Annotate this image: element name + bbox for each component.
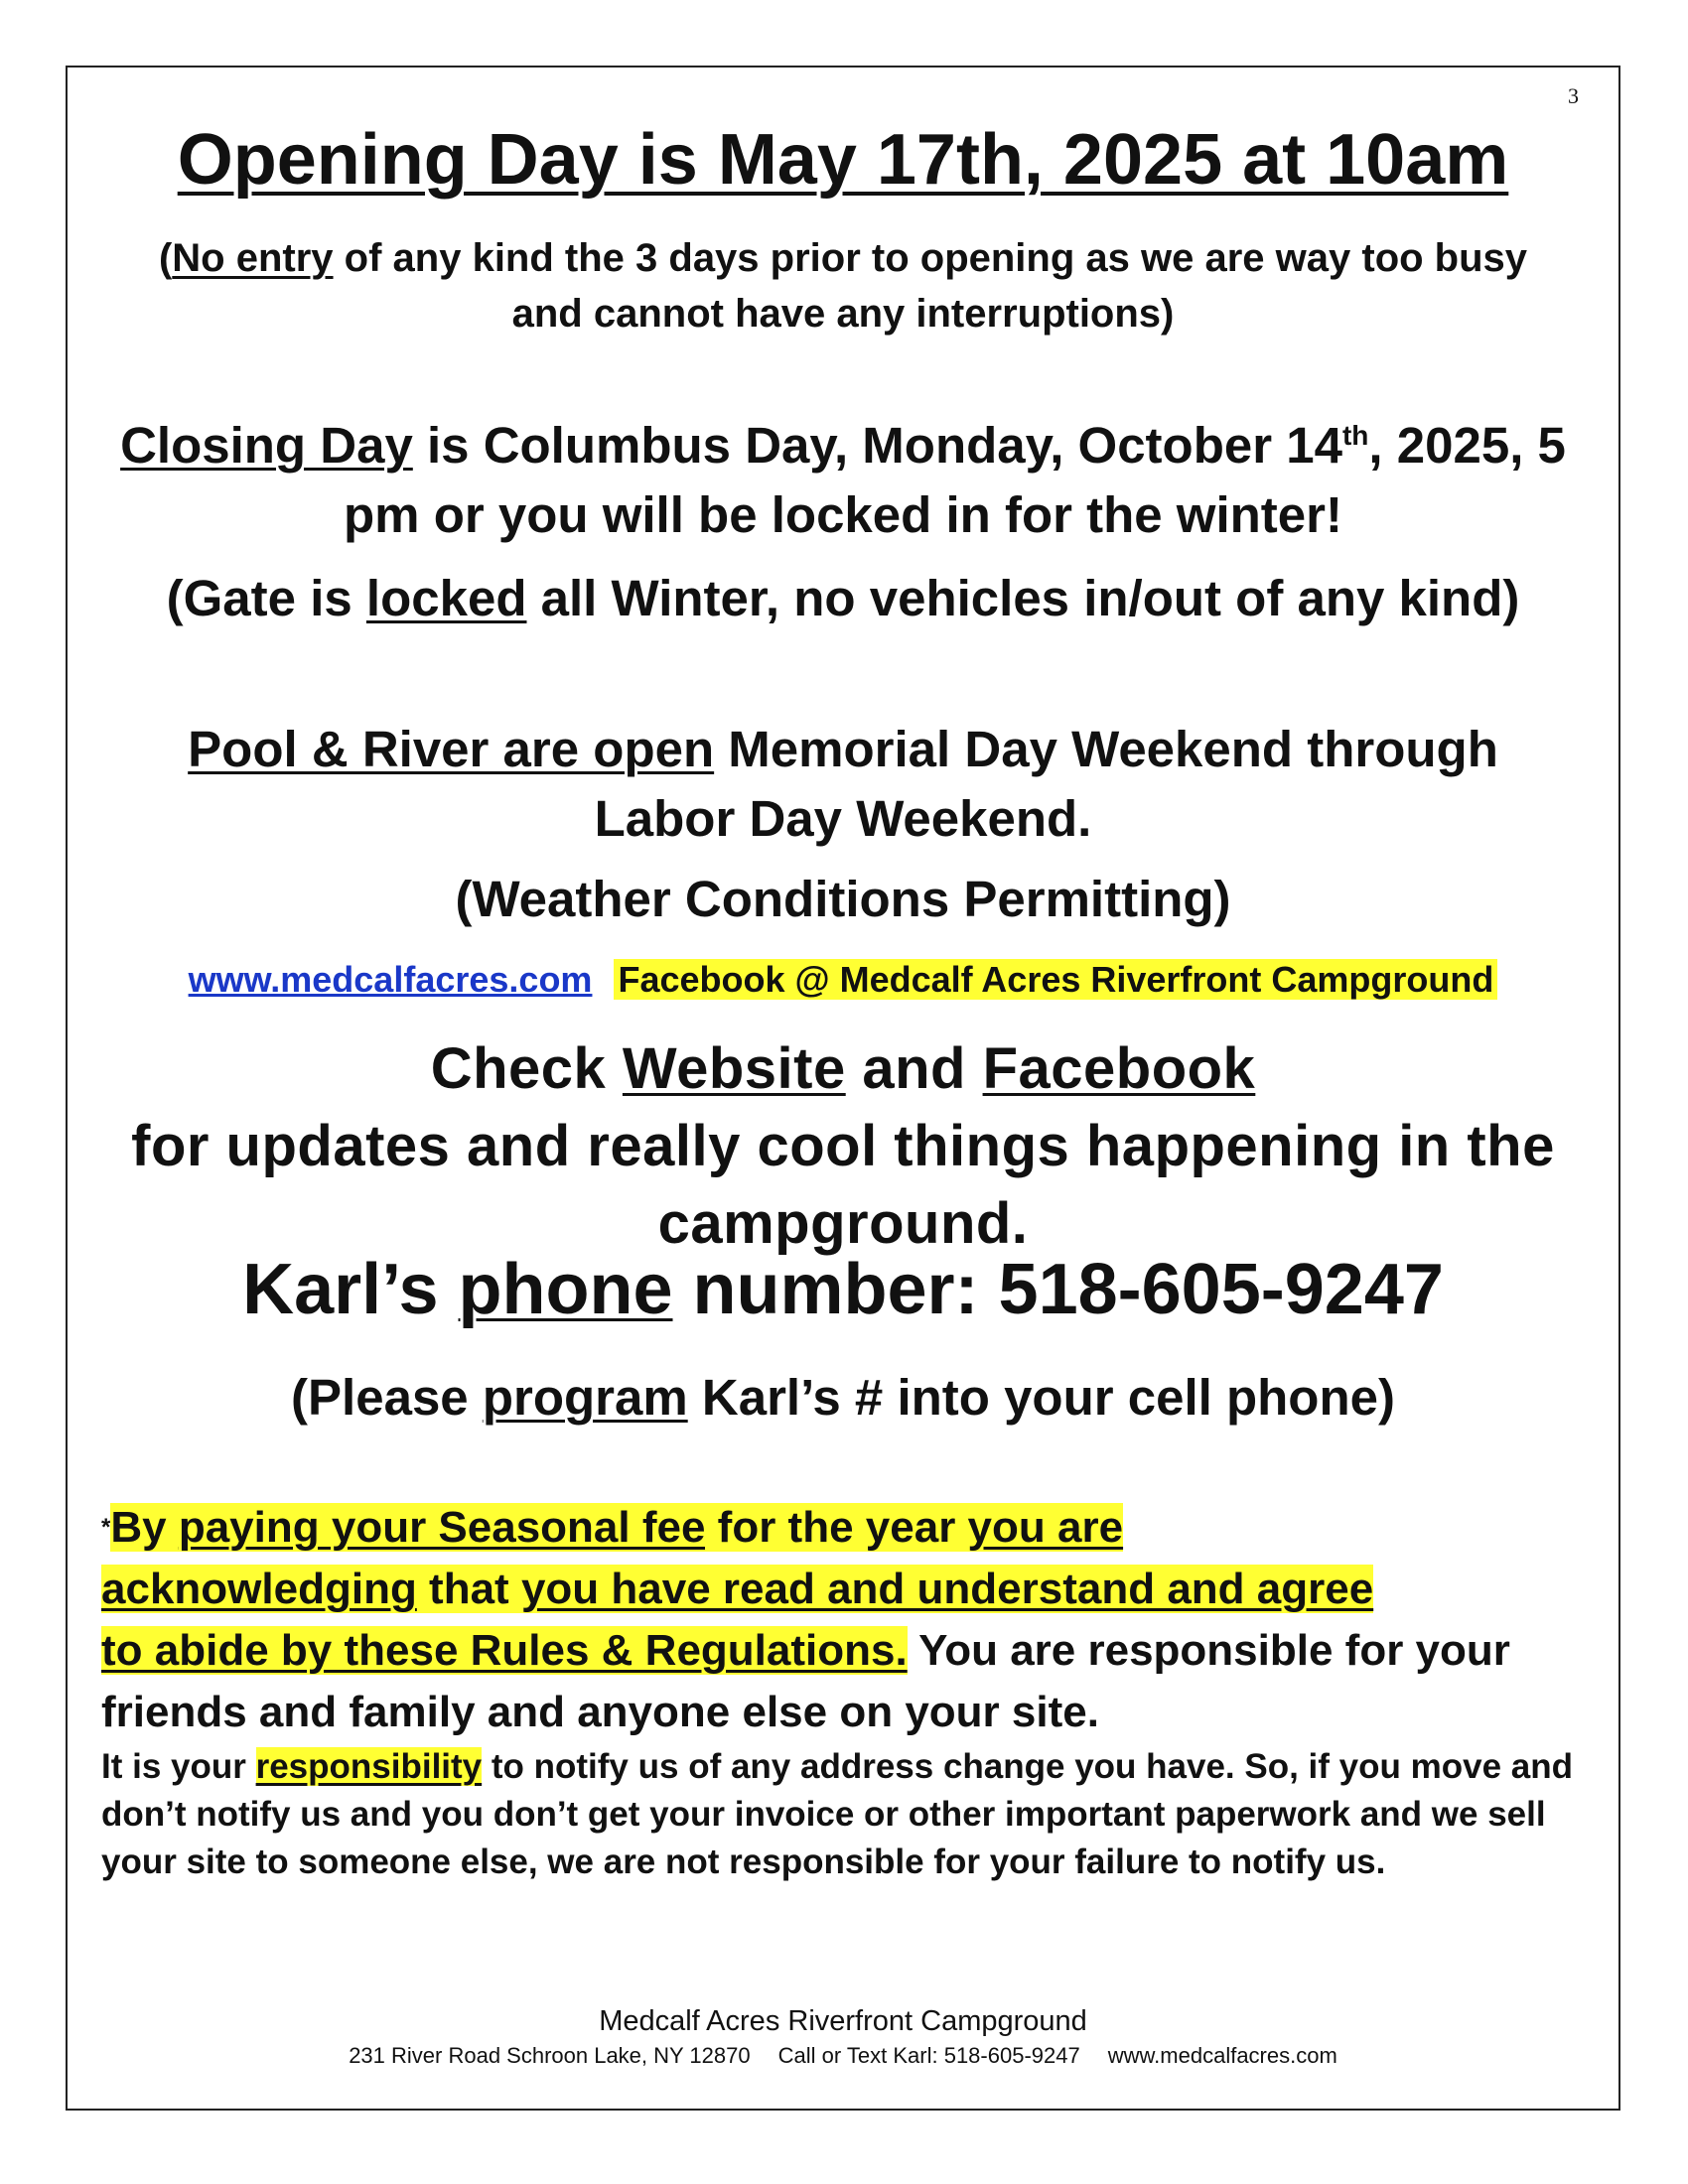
resp-after: to notify us of any address change you have. So, if you move and don’t notify us and you don’t get your invoice or other important paperwork and we sell your site to someone else, we are not responsible for your failure to notify us.: [101, 1747, 1573, 1881]
pool-text: Memorial Day Weekend through Labor Day Weekend.: [594, 721, 1498, 847]
website-link[interactable]: www.medcalfacres.com: [188, 959, 593, 1000]
gate-after: all Winter, no vehicles in/out of any kind): [526, 570, 1520, 626]
responsibility-paragraph: [101, 1743, 1591, 1886]
acknowledgement-paragraph: [101, 1497, 1591, 1743]
closing-day-text2: , 2025, 5 pm or you will be locked in for the winter!: [344, 417, 1566, 543]
footer-site: www.medcalfacres.com: [1107, 2043, 1337, 2068]
pool-river-notice: [68, 715, 1618, 854]
footer-call: Call or Text Karl: 518-605-9247: [777, 2043, 1080, 2068]
no-entry-emph: No entry: [172, 236, 334, 280]
gate-before: (Gate is: [166, 570, 366, 626]
page-number: 3: [1568, 83, 1579, 108]
agree-acknowledging: acknowledging: [101, 1565, 417, 1613]
agree-that: that: [416, 1565, 521, 1613]
check-updates: [68, 1030, 1618, 1263]
resp-highlight: responsibility: [255, 1747, 483, 1786]
agree-by: By: [110, 1503, 179, 1552]
agree-paying: paying your Seasonal fee: [178, 1503, 706, 1552]
program-after: Karl’s # into your cell phone): [687, 1369, 1395, 1426]
weather-note: (Weather Conditions Permitting): [455, 871, 1231, 927]
check-after: for updates and really cool things happening in the campground.: [131, 1114, 1555, 1256]
agree-for-year: for the year: [705, 1503, 968, 1552]
phone-before: Karl’s: [242, 1250, 459, 1329]
phone-number-line: [68, 1249, 1618, 1330]
program-note: [68, 1368, 1618, 1427]
facebook-label: Facebook @ Medcalf Acres Riverfront Campground: [614, 959, 1497, 1000]
footer-contact: [68, 2043, 1618, 2069]
asterisk: *: [101, 1514, 111, 1541]
resp-before: It is your: [101, 1747, 256, 1786]
footer-address: 231 River Road Schroon Lake, NY 12870: [349, 2043, 751, 2068]
phone-emph: phone: [458, 1250, 673, 1329]
agree-rest: You are responsible for your friends and family and anyone else on your site.: [101, 1626, 1510, 1736]
check-website: Website: [622, 1036, 846, 1101]
page-frame: [66, 66, 1620, 2111]
links-row: [68, 959, 1618, 1001]
program-before: (Please: [291, 1369, 483, 1426]
no-entry-note: (No entry of any kind the 3 days prior to opening as we are way too busy and cannot have any interruptions): [158, 236, 1528, 336]
phone-after: number: 518-605-9247: [672, 1250, 1444, 1329]
agree-abide: to abide by these Rules & Regulations.: [101, 1626, 908, 1675]
pool-emph: Pool & River are open: [188, 721, 715, 777]
check-and: and: [845, 1036, 983, 1101]
closing-day-sup: th: [1341, 420, 1369, 451]
agree-you-are: you are: [967, 1503, 1124, 1552]
no-entry-text: of any kind the 3 days prior to opening as we are way too busy and cannot have any interruptions): [333, 236, 1528, 336]
agree-read: you have read and understand and agree: [520, 1565, 1374, 1613]
opening-day-title: [68, 119, 1618, 201]
gate-emph: locked: [365, 570, 527, 626]
footer-name: Medcalf Acres Riverfront Campground: [599, 2005, 1087, 2037]
program-emph: program: [482, 1369, 688, 1426]
closing-day-emph: Closing Day: [120, 417, 413, 474]
title-text: Opening Day is May 17th, 2025 at 10am: [177, 120, 1509, 200]
gate-notice: [68, 569, 1618, 627]
closing-day-notice: [68, 411, 1618, 550]
closing-day-text1: is Columbus Day, Monday, October 14: [412, 417, 1342, 474]
check-before: Check: [430, 1036, 623, 1101]
check-facebook: Facebook: [982, 1036, 1256, 1101]
